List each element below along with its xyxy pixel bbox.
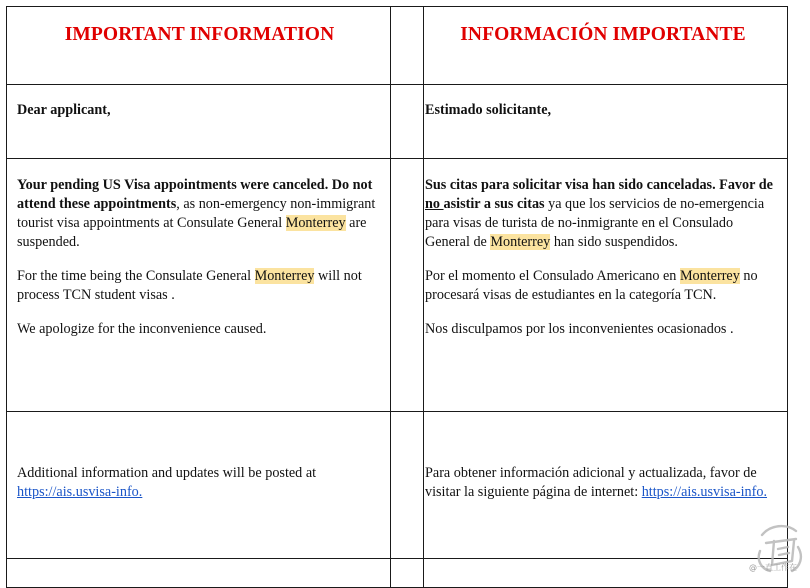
- english-salutation: Dear applicant,: [17, 102, 111, 118]
- spanish-info-link[interactable]: https://ais.usvisa-info.: [641, 484, 768, 500]
- spanish-cancel-text-end: han sido suspendidos.: [550, 234, 678, 250]
- spanish-highlight-monterrey: Monterrey: [490, 234, 551, 250]
- spanish-tcn-text-end: no procesará visas de estudiantes en la categoría TCN.: [425, 268, 758, 303]
- english-highlight-monterrey: Monterrey: [285, 215, 346, 231]
- spanish-apology-paragraph: Nos disculpamos por los inconvenientes ocasionados .: [425, 321, 734, 337]
- spanish-heading: INFORMACIÓN IMPORTANTE: [460, 24, 746, 45]
- english-tcn-text-end: will not process TCN student visas .: [17, 268, 362, 303]
- spanish-cancel-bold-a: Sus citas para solicitar visa han sido canceladas. Favor de: [425, 177, 773, 193]
- spacer-cell: [390, 158, 424, 412]
- spacer-cell: [390, 558, 424, 588]
- english-body-cell: [6, 158, 391, 412]
- english-tcn-paragraph: [17, 267, 382, 305]
- english-cancel-paragraph: [17, 176, 382, 252]
- empty-row-cell: [6, 558, 391, 588]
- english-cancel-bold: Your pending US Visa appointments were canceled. Do not attend these appointments: [17, 177, 373, 212]
- spanish-underlined-no: no: [425, 196, 444, 212]
- spacer-cell: [390, 6, 424, 85]
- english-info-cell: [6, 411, 391, 559]
- english-info-paragraph: [17, 464, 382, 502]
- spacer-cell: [390, 84, 424, 159]
- english-heading: IMPORTANT INFORMATION: [64, 24, 335, 45]
- spanish-tcn-paragraph: [425, 267, 781, 305]
- spanish-body-cell: [423, 158, 788, 412]
- spanish-info-paragraph: [425, 464, 781, 502]
- english-salutation-cell: [6, 84, 391, 159]
- english-tcn-text: For the time being the Consulate General: [17, 268, 255, 284]
- english-highlight-monterrey-2: Monterrey: [254, 268, 315, 284]
- spacer-cell: [390, 411, 424, 559]
- spanish-salutation: Estimado solicitante,: [425, 102, 552, 118]
- english-info-text: Additional information and updates will be posted at: [17, 465, 317, 481]
- spanish-salutation-cell: [423, 84, 788, 159]
- spanish-info-cell: [423, 411, 788, 559]
- english-cancel-text: , as non-emergency non-immigrant tourist visa appointments at Consulate General: [17, 196, 376, 231]
- english-cancel-text-end: are suspended.: [17, 215, 367, 250]
- watermark-caption: @一直工作在: [749, 563, 797, 572]
- english-info-link[interactable]: https://ais.usvisa-info.: [17, 484, 143, 500]
- english-heading-cell: [6, 6, 391, 85]
- empty-row-cell: [423, 558, 788, 588]
- spanish-cancel-text: ya que los servicios de no-emergencia para visas de turista de no-inmigrante en el Consulado General de: [425, 196, 765, 250]
- spanish-heading-cell: [423, 6, 788, 85]
- spanish-info-text: Para obtener información adicional y actualizada, favor de visitar la siguiente página de internet:: [425, 465, 757, 500]
- spanish-cancel-bold-b: asistir a sus citas: [443, 196, 545, 212]
- spanish-cancel-paragraph: [425, 176, 781, 252]
- spanish-tcn-text: Por el momento el Consulado Americano en: [425, 268, 680, 284]
- english-apology-paragraph: We apologize for the inconvenience caused.: [17, 321, 267, 337]
- spanish-highlight-monterrey-2: Monterrey: [679, 268, 740, 284]
